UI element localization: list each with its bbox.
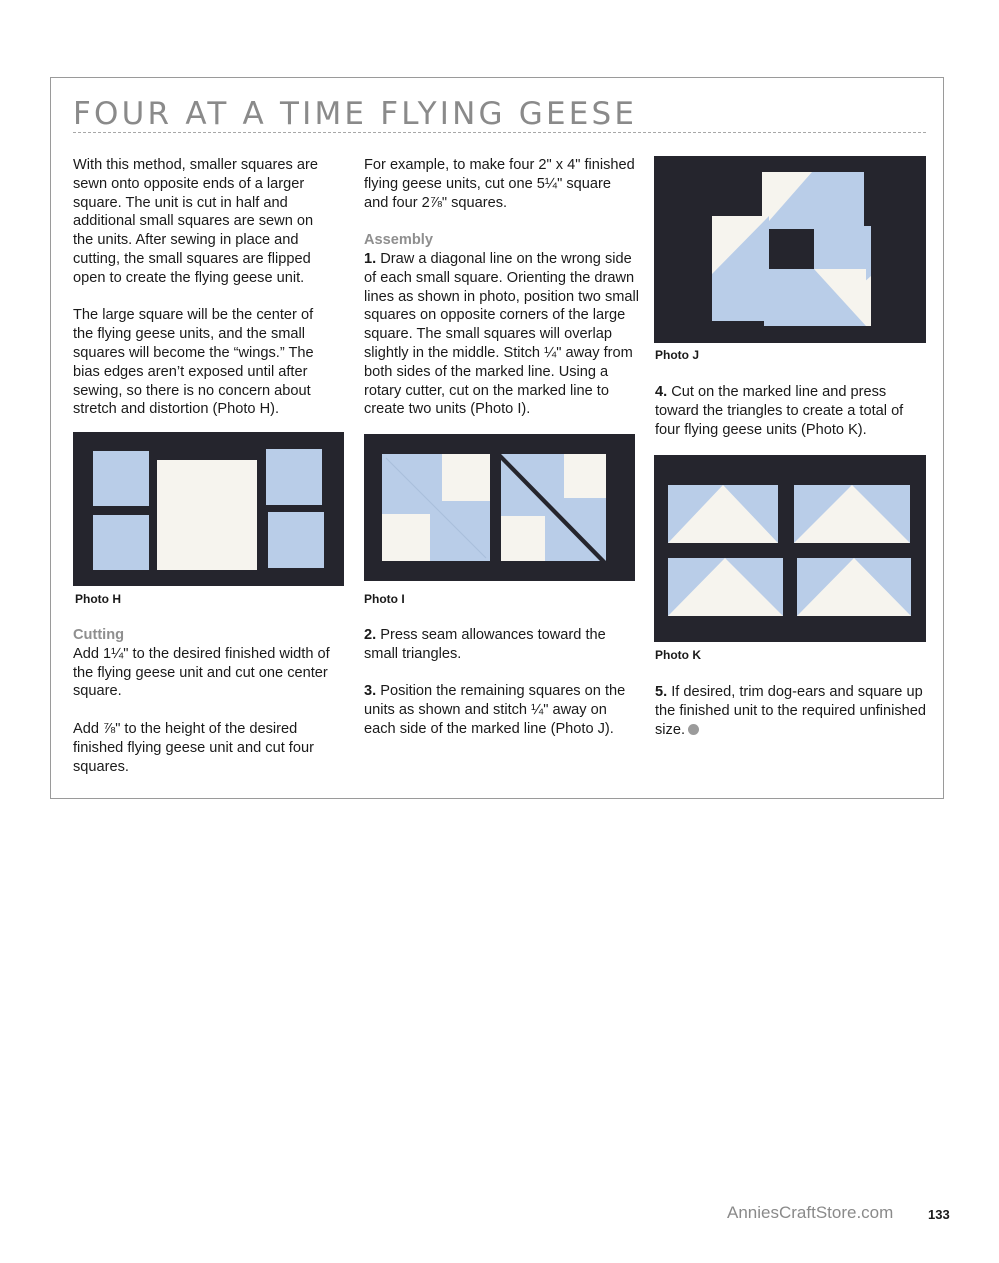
step-1 xyxy=(364,250,639,419)
step-2-number: 2. xyxy=(364,627,377,643)
step-5-block xyxy=(655,683,927,739)
step-4 xyxy=(655,383,927,439)
photo-h xyxy=(73,432,344,586)
end-mark-dot xyxy=(688,724,699,735)
step-5-number: 5. xyxy=(655,684,668,700)
intro-paragraph-1: With this method, smaller squares are sewn onto opposite ends of a larger square. The unit is cut in half and additional small squares are sewn on the units. After sewing in place and cutting, the small squares are flipped open to create the flying geese unit. xyxy=(73,157,318,286)
unit-white-corner xyxy=(501,516,545,561)
step-2-text: Press seam allowances toward the small triangles. xyxy=(364,627,606,662)
intro-paragraph-2: The large square will be the center of the flying geese units, and the small squares will become the “wings.” The bias edges aren’t exposed until after sewing, so there is no concern about stretch and distortion (Photo H). xyxy=(73,307,314,418)
unit-white-corner xyxy=(382,514,430,561)
photo-k-caption: Photo K xyxy=(655,648,701,662)
cutting-paragraph-1: Add 1¼" to the desired finished width of the flying geese unit and cut one center square. xyxy=(73,645,330,700)
step-1-number: 1. xyxy=(364,250,377,267)
photo-i-image xyxy=(364,434,635,581)
step-3 xyxy=(364,682,639,738)
footer-website: AnniesCraftStore.com xyxy=(727,1203,894,1222)
title-dashed-rule xyxy=(73,132,926,133)
step-4-block xyxy=(655,383,927,439)
page-number: 133 xyxy=(928,1207,950,1222)
photo-i-caption: Photo I xyxy=(364,592,405,606)
unit-white-corner xyxy=(442,454,490,501)
cutting-section xyxy=(73,626,341,776)
step-2 xyxy=(364,626,639,664)
cutting-heading: Cutting xyxy=(73,627,125,643)
photo-j-caption: Photo J xyxy=(655,348,699,362)
step-4-number: 4. xyxy=(655,384,668,400)
small-square xyxy=(268,512,324,568)
column-1-intro xyxy=(73,156,335,419)
photo-h-caption: Photo H xyxy=(75,592,121,606)
photo-k-image xyxy=(654,455,926,642)
photo-k xyxy=(654,455,926,642)
unit-white-corner xyxy=(564,454,606,498)
photo-h-image xyxy=(73,432,344,586)
page-title: FOUR AT A TIME FLYING GEESE xyxy=(73,96,638,132)
small-square xyxy=(93,451,149,506)
assembly-heading: Assembly xyxy=(364,232,433,249)
step-4-text: Cut on the marked line and press toward the triangles to create a total of four flying geese units (Photo K). xyxy=(655,384,904,438)
small-square xyxy=(266,449,322,505)
step-3-number: 3. xyxy=(364,683,377,700)
step-5-text: If desired, trim dog-ears and square up the finished unit to the required unfinished size. xyxy=(655,684,926,738)
photo-i xyxy=(364,434,635,581)
step-3-text: Position the remaining squares on the units as shown and stitch ¼" away on each side of the marked line (Photo J). xyxy=(364,683,626,737)
large-square xyxy=(157,460,257,570)
cutting-paragraph-2: Add ⅞" to the height of the desired finished flying geese unit and cut four squares. xyxy=(73,720,314,775)
steps-2-3 xyxy=(364,626,639,739)
step-1-text: Draw a diagonal line on the wrong side of each small square. Orienting the drawn lines as shown in photo, position two small squares on opposite corners of the large square. The small squares will overlap slightly in the middle. Stitch ¼" away from both sides of the marked line. Using a rotary cutter, cut on the marked line to create two units (Photo I). xyxy=(364,250,639,418)
example-paragraph: For example, to make four 2" x 4" finished flying geese units, cut one 5¼" square and four 2⅞" squares. xyxy=(364,157,635,211)
column-2-assembly xyxy=(364,156,639,419)
photo-j-image xyxy=(654,156,926,343)
photo-j xyxy=(654,156,926,343)
step-5 xyxy=(655,683,927,739)
small-square xyxy=(93,515,149,570)
